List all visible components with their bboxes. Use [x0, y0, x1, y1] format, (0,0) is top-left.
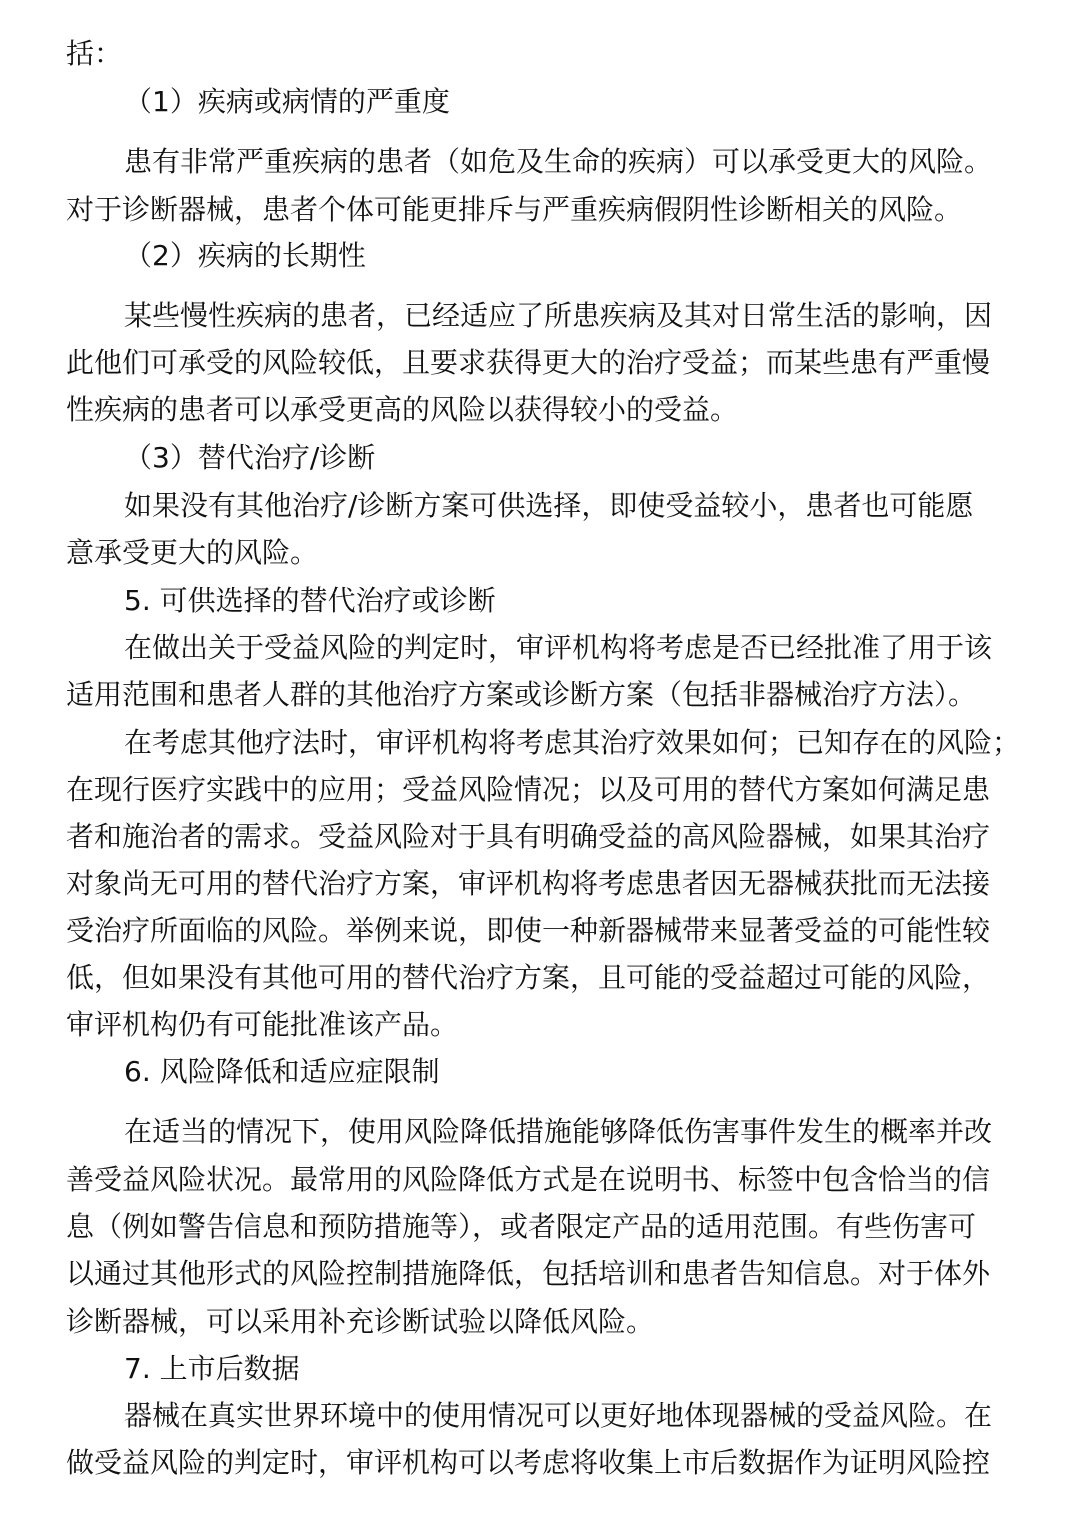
- text-line: 患有非常严重疾病的患者（如危及生命的疾病）可以承受更大的风险。: [124, 145, 993, 178]
- text-line: 者和施治者的需求。受益风险对于具有明确受益的高风险器械，如果其治疗: [66, 820, 991, 853]
- text-line: 以通过其他形式的风险控制措施降低，包括培训和患者告知信息。对于体外: [66, 1257, 991, 1290]
- text-line: 性疾病的患者可以承受更高的风险以获得较小的受益。: [66, 393, 739, 426]
- text-line: 受治疗所面临的风险。举例来说，即使一种新器械带来显著受益的可能性较: [66, 914, 991, 947]
- text-line: 对象尚无可用的替代治疗方案，审评机构将考虑患者因无器械获批而无法接: [66, 867, 991, 900]
- text-line: 在现行医疗实践中的应用；受益风险情况；以及可用的替代方案如何满足患: [66, 773, 991, 806]
- text-line: 诊断器械，可以采用补充诊断试验以降低风险。: [66, 1305, 655, 1338]
- text-line: 善受益风险状况。最常用的风险降低方式是在说明书、标签中包含恰当的信: [66, 1163, 991, 1196]
- text-line: 括：: [66, 37, 123, 70]
- subheading-alternative: （3）替代治疗/诊断: [124, 441, 376, 474]
- text-line: 此他们可承受的风险较低，且要求获得更大的治疗受益；而某些患有严重慢: [66, 346, 991, 379]
- text-line: 适用范围和患者人群的其他治疗方案或诊断方案（包括非器械治疗方法）。: [66, 678, 977, 711]
- text-line: 某些慢性疾病的患者，已经适应了所患疾病及其对日常生活的影响，因: [124, 299, 993, 332]
- text-line: 低，但如果没有其他可用的替代治疗方案，且可能的受益超过可能的风险，: [66, 961, 991, 994]
- text-line: 在适当的情况下，使用风险降低措施能够降低伤害事件发生的概率并改: [124, 1115, 993, 1148]
- subheading-severity: （1）疾病或病情的严重度: [124, 85, 450, 118]
- text-line: 做受益风险的判定时，审评机构可以考虑将收集上市后数据作为证明风险控: [66, 1446, 991, 1479]
- text-line: 在做出关于受益风险的判定时，审评机构将考虑是否已经批准了用于该: [124, 631, 993, 664]
- text-line: 如果没有其他治疗/诊断方案可供选择，即使受益较小，患者也可能愿: [124, 489, 974, 522]
- section-heading-5: 5. 可供选择的替代治疗或诊断: [124, 584, 496, 617]
- text-line: 意承受更大的风险。: [66, 536, 319, 569]
- text-line: 对于诊断器械，患者个体可能更排斥与严重疾病假阴性诊断相关的风险。: [66, 193, 963, 226]
- text-line: 息（例如警告信息和预防措施等），或者限定产品的适用范围。有些伤害可: [66, 1210, 977, 1243]
- section-heading-7: 7. 上市后数据: [124, 1352, 300, 1385]
- subheading-chronicity: （2）疾病的长期性: [124, 239, 366, 272]
- text-line: 器械在真实世界环境中的使用情况可以更好地体现器械的受益风险。在: [124, 1399, 993, 1432]
- section-heading-6: 6. 风险降低和适应症限制: [124, 1055, 440, 1088]
- text-line: 审评机构仍有可能批准该产品。: [66, 1008, 459, 1041]
- text-line: 在考虑其他疗法时，审评机构将考虑其治疗效果如何；已知存在的风险；: [124, 726, 1021, 759]
